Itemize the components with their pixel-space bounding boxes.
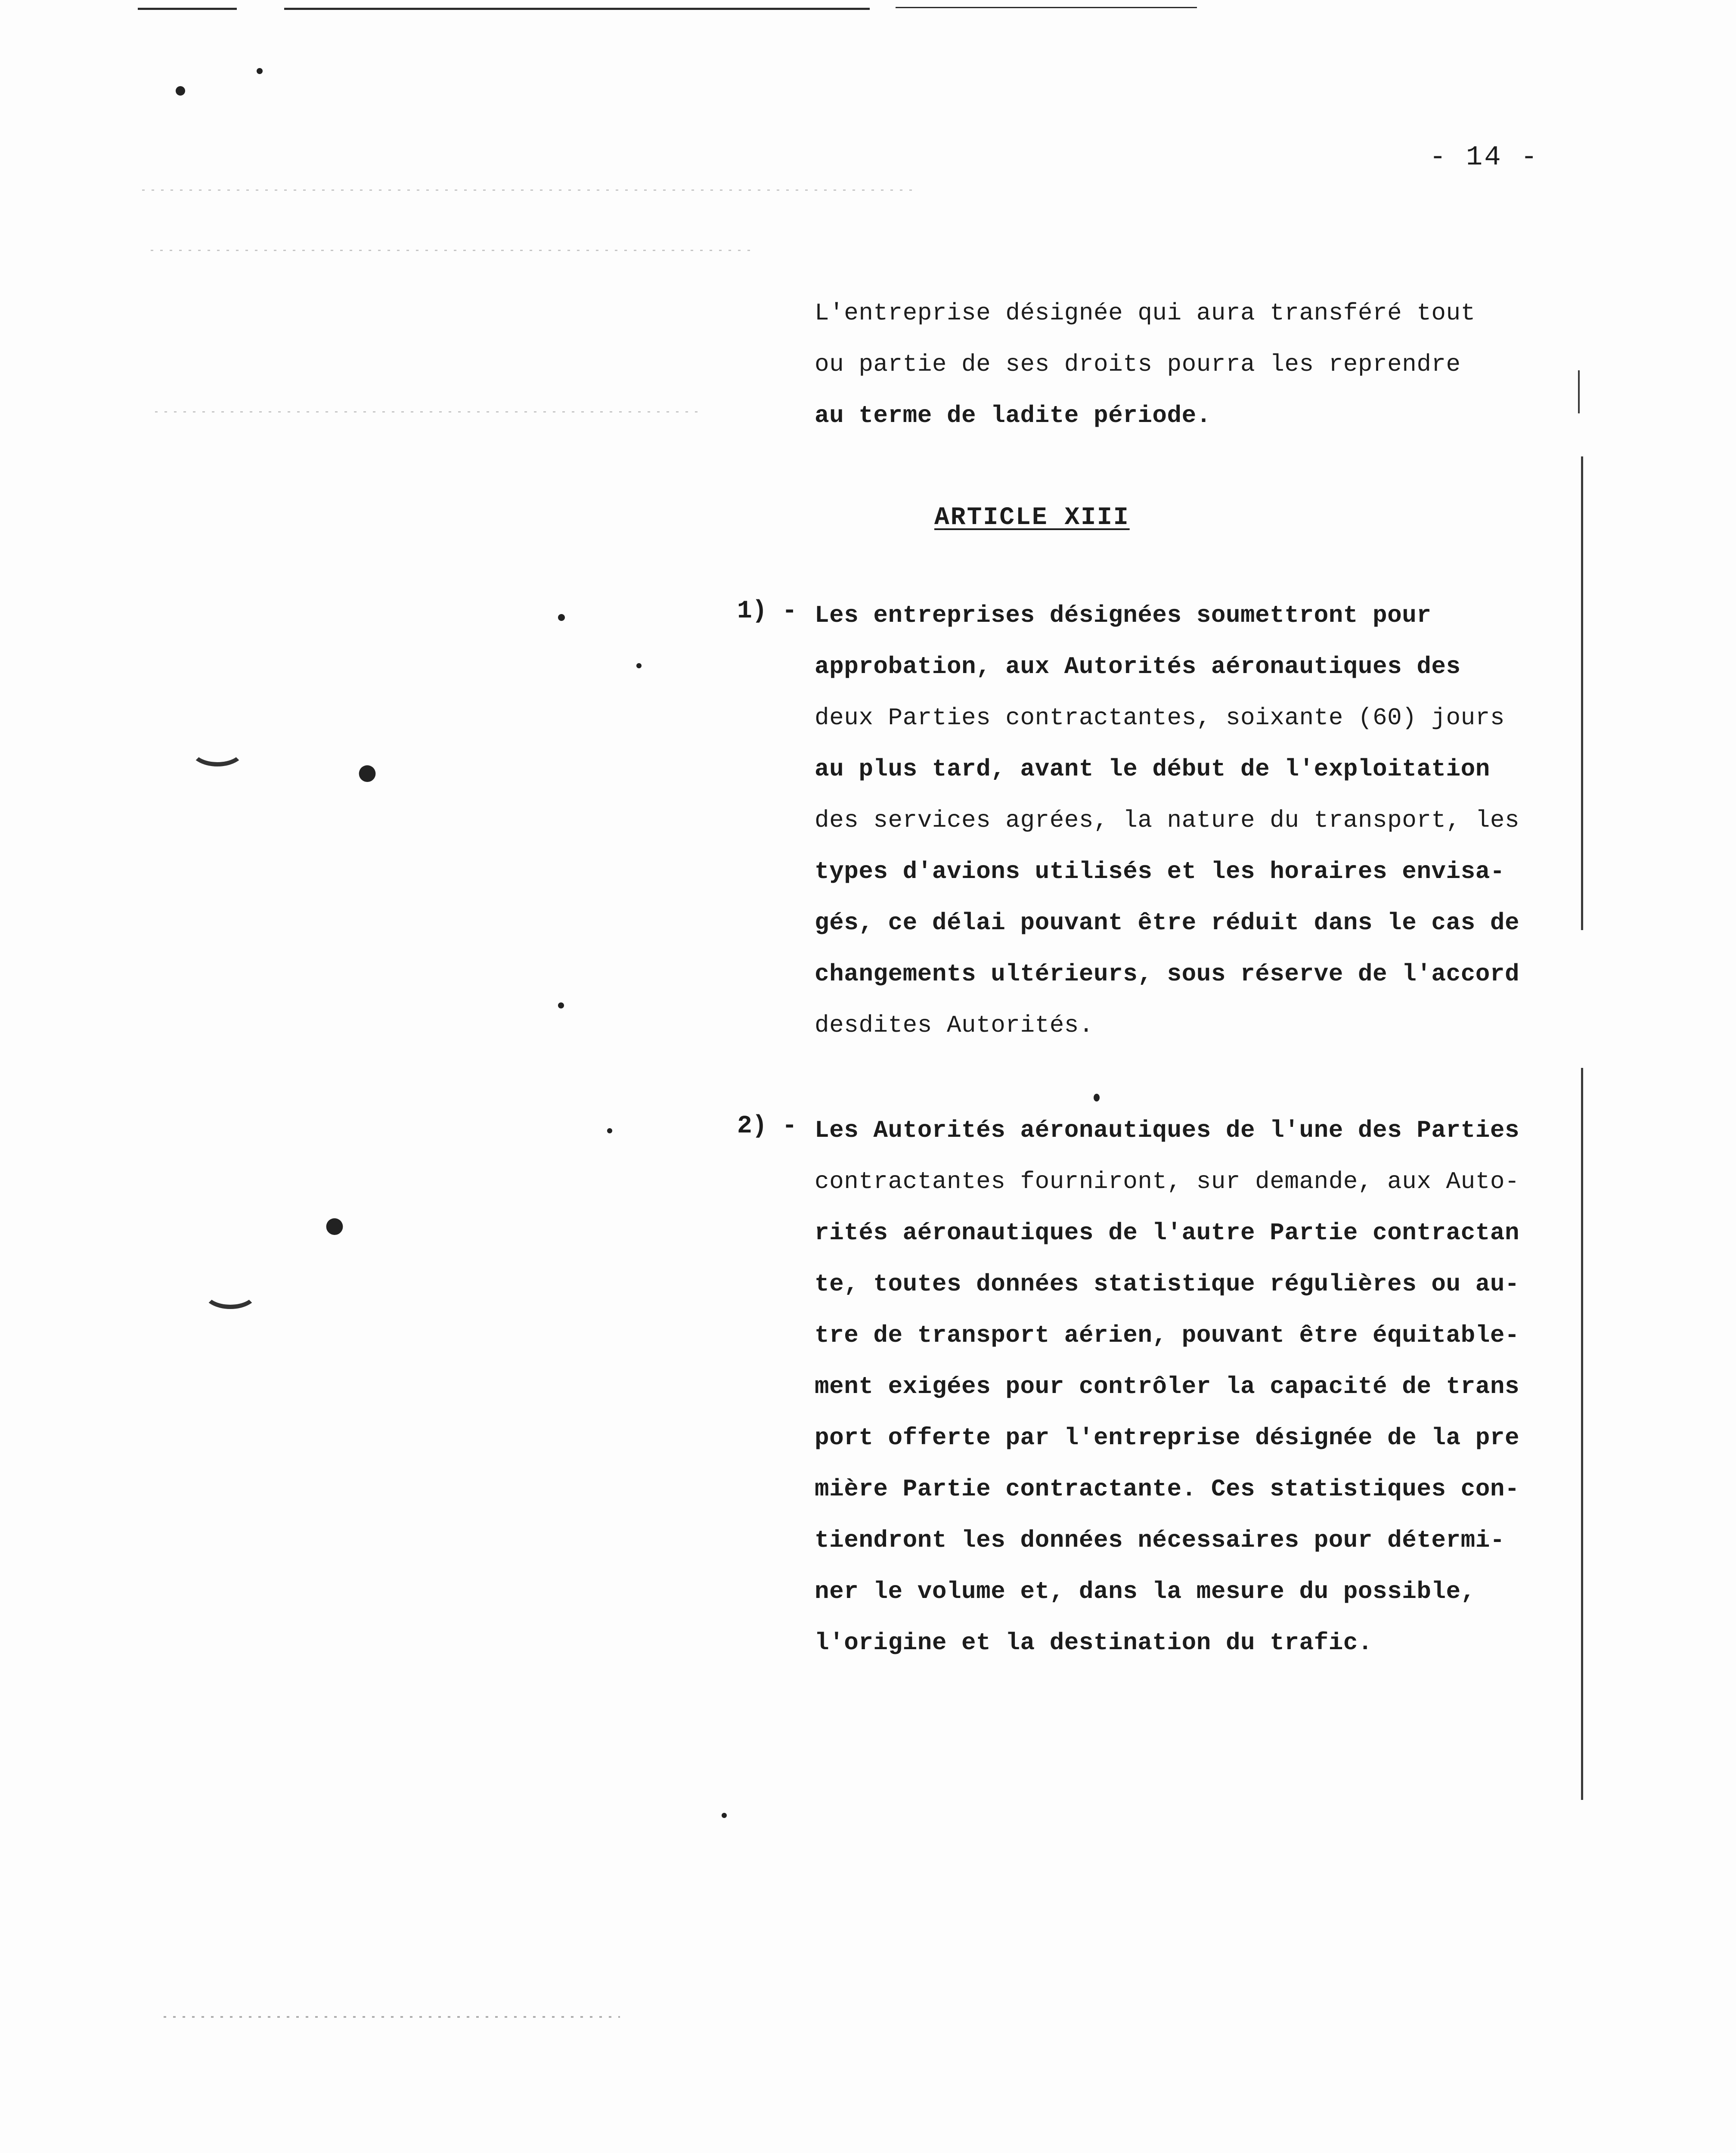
scan-edge-line bbox=[1578, 370, 1580, 413]
scan-speck bbox=[558, 614, 565, 621]
paragraph-number: 2) - bbox=[737, 1112, 797, 1140]
text-line: desdites Autorités. bbox=[815, 1011, 1094, 1039]
scan-edge-line bbox=[1581, 1068, 1583, 1800]
carry-over-paragraph bbox=[815, 288, 1555, 441]
scan-blot: ● bbox=[323, 1206, 347, 1250]
text-line: approbation, aux Autorités aéronautiques des bbox=[815, 653, 1461, 680]
scan-edge-line bbox=[1581, 456, 1583, 930]
text-line: ment exigées pour contrôler la capacité de trans bbox=[815, 1373, 1520, 1400]
text-line: tre de transport aérien, pouvant être équitable- bbox=[815, 1322, 1520, 1349]
text-line: rités aéronautiques de l'autre Partie contractan bbox=[815, 1219, 1520, 1247]
text-line: ou partie de ses droits pourra les reprendre bbox=[815, 351, 1461, 378]
scan-speck bbox=[1094, 1094, 1100, 1101]
text-line: contractantes fourniront, sur demande, aux Auto- bbox=[815, 1168, 1520, 1195]
article-heading: ARTICLE XIII bbox=[934, 504, 1130, 532]
scan-top-rule bbox=[284, 8, 870, 10]
scan-top-rule bbox=[896, 7, 1197, 8]
text-line: l'origine et la destination du trafic. bbox=[815, 1629, 1373, 1657]
text-line: deux Parties contractantes, soixante (60) jours bbox=[815, 704, 1505, 732]
text-line: L'entreprise désignée qui aura transféré tout bbox=[815, 299, 1476, 327]
binder-hole bbox=[189, 732, 245, 766]
binder-hole bbox=[202, 1275, 258, 1309]
scan-speck bbox=[176, 86, 185, 96]
text-line: port offerte par l'entreprise désignée de la pre bbox=[815, 1424, 1520, 1452]
article-paragraph-2 bbox=[815, 1105, 1555, 1669]
text-line: tiendront les données nécessaires pour détermi- bbox=[815, 1526, 1505, 1554]
text-line: ner le volume et, dans la mesure du possible, bbox=[815, 1578, 1476, 1605]
page-number: - 14 - bbox=[1429, 142, 1539, 173]
text-line: changements ultérieurs, sous réserve de l'accord bbox=[815, 960, 1520, 988]
text-line: des services agrées, la nature du transport, les bbox=[815, 807, 1520, 834]
scan-noise bbox=[142, 189, 917, 191]
scan-noise bbox=[155, 411, 698, 413]
scan-noise bbox=[151, 250, 753, 251]
scan-speck bbox=[607, 1128, 612, 1133]
text-line: types d'avions utilisés et les horaires envisa- bbox=[815, 858, 1505, 885]
scan-speck bbox=[257, 68, 263, 74]
scan-speck bbox=[558, 1002, 564, 1008]
article-paragraph-1 bbox=[815, 590, 1555, 1051]
text-line: Les Autorités aéronautiques de l'une des Parties bbox=[815, 1117, 1520, 1144]
text-line: te, toutes données statistique régulières ou au- bbox=[815, 1270, 1520, 1298]
text-line: gés, ce délai pouvant être réduit dans le cas de bbox=[815, 909, 1520, 937]
text-line: au terme de ladite période. bbox=[815, 402, 1211, 429]
scan-top-rule bbox=[138, 8, 237, 10]
scan-blot: ● bbox=[356, 753, 379, 797]
scan-speck bbox=[636, 663, 642, 668]
scan-speck bbox=[722, 1813, 727, 1818]
paragraph-number: 1) - bbox=[737, 597, 797, 625]
text-line: au plus tard, avant le début de l'exploitation bbox=[815, 755, 1490, 783]
text-line: mière Partie contractante. Ces statistiques con- bbox=[815, 1475, 1520, 1503]
scan-noise bbox=[164, 2016, 620, 2018]
text-line: Les entreprises désignées soumettront pour bbox=[815, 602, 1432, 629]
